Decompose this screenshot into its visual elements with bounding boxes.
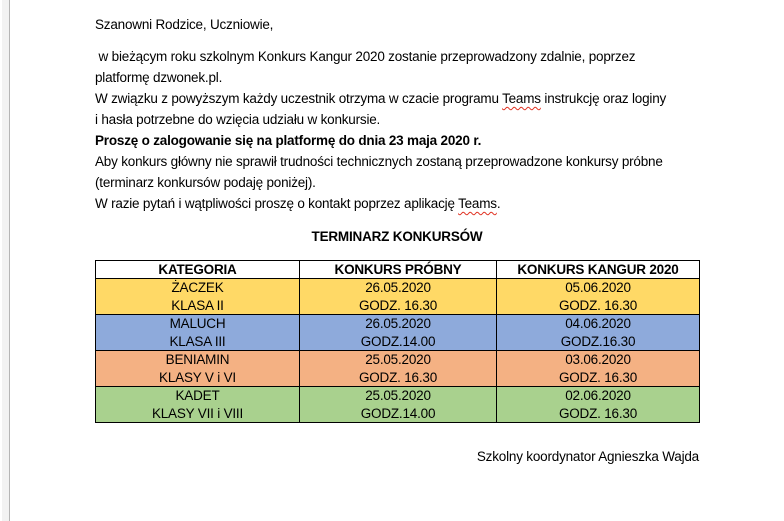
cell-line: GODZ. 16.30 xyxy=(558,405,638,421)
teams-word-misspelled: Teams xyxy=(502,91,541,106)
cell-line: GODZ. 16.30 xyxy=(358,297,438,313)
category-cell xyxy=(96,279,300,315)
konkurs-kangur-cell xyxy=(497,315,700,351)
paragraph-line-3 xyxy=(95,88,699,109)
paragraph-line-1: w bieżącym roku szkolnym Konkurs Kangur 2020 zostanie przeprowadzony zdalnie, poprzez xyxy=(95,49,636,64)
intro-paragraphs xyxy=(95,46,699,214)
paragraph-line-2: platformę dzwonek.pl. xyxy=(95,70,223,85)
cell-line: GODZ.16.30 xyxy=(560,333,636,349)
schedule-table xyxy=(95,260,700,423)
column-header-konkurs-probny: KONKURS PRÓBNY xyxy=(300,261,497,279)
konkurs-probny-cell xyxy=(300,315,497,351)
greeting-line: Szanowni Rodzice, Uczniowie, xyxy=(95,17,274,32)
cell-line: 05.06.2020 xyxy=(565,280,631,295)
cell-line: 02.06.2020 xyxy=(565,388,631,403)
page-edge xyxy=(2,0,10,521)
cell-line: GODZ. 16.30 xyxy=(558,369,638,385)
cell-line: 25.05.2020 xyxy=(365,388,431,403)
konkurs-probny-cell xyxy=(300,351,497,387)
category-cell xyxy=(96,387,300,423)
konkurs-probny-cell xyxy=(300,279,497,315)
line-text: instrukcję oraz loginy xyxy=(540,91,667,106)
paragraph-line-7 xyxy=(95,193,699,214)
table-row-beniamin xyxy=(96,351,700,387)
cell-line: BENIAMIN xyxy=(165,352,230,367)
line-text: . xyxy=(496,196,501,211)
table-row-kadet xyxy=(96,387,700,423)
line-text: W razie pytań i wątpliwości proszę o kontakt poprzez aplikację xyxy=(95,196,459,211)
schedule-title: TERMINARZ KONKURSÓW xyxy=(311,229,483,244)
cell-line: 26.05.2020 xyxy=(365,316,431,331)
table-row-zaczek xyxy=(96,279,700,315)
cell-line: ŻACZEK xyxy=(171,280,224,295)
deadline-line-bold: Proszę o zalogowanie się na platformę do dnia 23 maja 2020 r. xyxy=(95,133,482,148)
column-header-kategoria: KATEGORIA xyxy=(96,261,300,279)
konkurs-kangur-cell xyxy=(497,387,700,423)
paragraph-line-4: i hasła potrzebne do wzięcia udziału w konkursie. xyxy=(95,112,381,127)
document-content xyxy=(95,0,699,467)
cell-line: GODZ. 16.30 xyxy=(358,369,438,385)
category-cell xyxy=(96,351,300,387)
line-text: W związku z powyższym każdy uczestnik otrzyma w czacie programu xyxy=(95,91,503,106)
cell-line: 03.06.2020 xyxy=(565,352,631,367)
konkurs-kangur-cell xyxy=(497,351,700,387)
table-header-row xyxy=(96,261,700,279)
teams-word-misspelled: Teams xyxy=(458,196,497,211)
paragraph-line-5: Aby konkurs główny nie sprawił trudności technicznych zostaną przeprowadzone konkursy próbne xyxy=(95,154,663,169)
cell-line: KLASY V i VI xyxy=(159,369,236,385)
konkurs-probny-cell xyxy=(300,387,497,423)
column-header-konkurs-kangur: KONKURS KANGUR 2020 xyxy=(497,261,700,279)
cell-line: KLASA III xyxy=(169,333,226,349)
cell-line: MALUCH xyxy=(169,316,226,331)
cell-line: KADET xyxy=(175,388,220,403)
category-cell xyxy=(96,315,300,351)
signature-line: Szkolny koordynator Agnieszka Wajda xyxy=(476,449,699,464)
cell-line: GODZ.14.00 xyxy=(360,405,436,421)
cell-line: GODZ. 16.30 xyxy=(558,297,638,313)
paragraph-line-6: (terminarz konkursów podaję poniżej). xyxy=(95,175,316,190)
cell-line: KLASY VII i VIII xyxy=(151,405,244,421)
cell-line: 04.06.2020 xyxy=(565,316,631,331)
table-row-maluch xyxy=(96,315,700,351)
cell-line: GODZ.14.00 xyxy=(360,333,436,349)
konkurs-kangur-cell xyxy=(497,279,700,315)
cell-line: KLASA II xyxy=(171,297,224,313)
cell-line: 26.05.2020 xyxy=(365,280,431,295)
cell-line: 25.05.2020 xyxy=(365,352,431,367)
